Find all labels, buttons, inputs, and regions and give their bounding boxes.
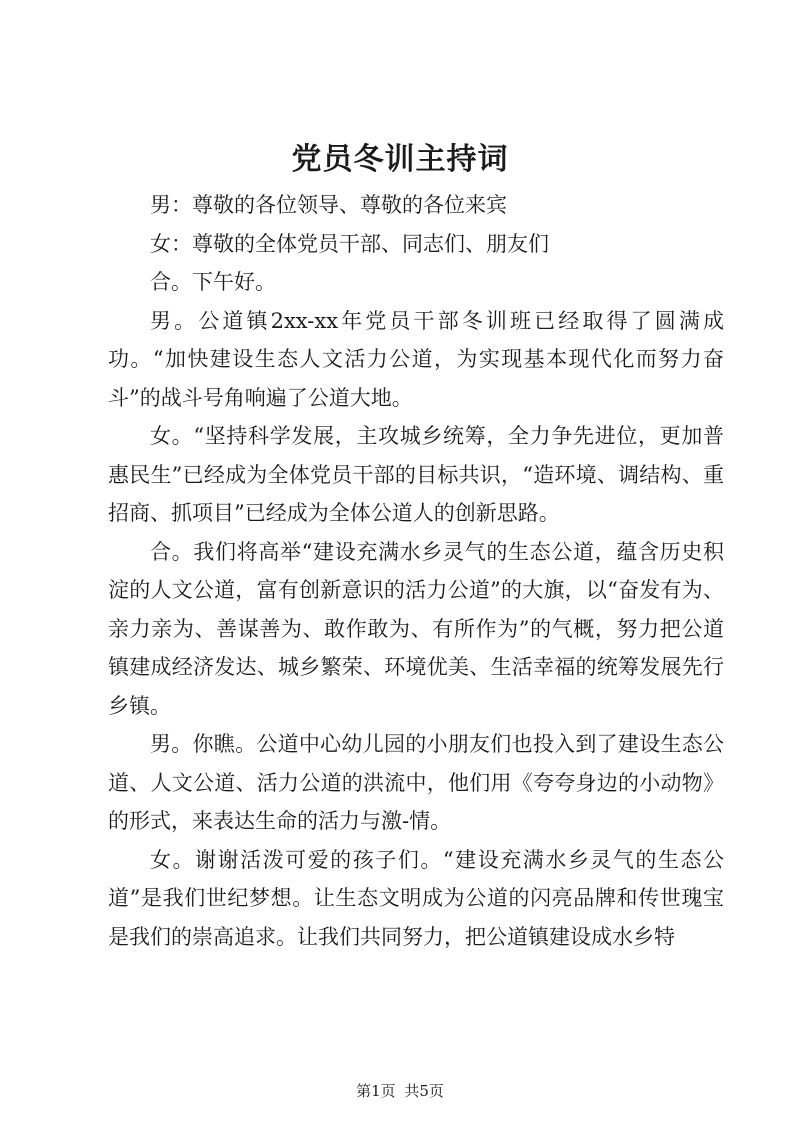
paragraph: 女：尊敬的全体党员干部、同志们、朋友们 <box>150 231 549 256</box>
paragraph: 男：尊敬的各位领导、尊敬的各位来宾 <box>150 193 507 217</box>
paragraph: 女。谢谢活泼可爱的孩子们。“建设充满水乡灵气的生态公道”是我们世纪梦想。让生态文明成为公道的闪亮品牌和传世瑰宝是我们的崇高追求。让我们共同努力，把公道镇建设成水乡特 <box>108 847 724 949</box>
document-title: 党员冬训主持词 <box>291 142 509 177</box>
paragraph: 男。公道镇2xx-xx年党员干部冬训班已经取得了圆满成功。“加快建设生态人文活力公道，为实现基本现代化而努力奋斗”的战斗号角响遍了公道大地。 <box>108 308 724 410</box>
paragraph: 女。“坚持科学发展，主攻城乡统筹，全力争先进位，更加普惠民生”已经成为全体党员干部的目标共识，“造环境、调结构、重招商、抓项目”已经成为全体公道人的创新思路。 <box>108 424 724 525</box>
document-body <box>108 186 724 956</box>
paragraph: 合。下午好。 <box>150 270 276 294</box>
paragraph: 合。我们将高举“建设充满水乡灵气的生态公道，蕴含历史积淀的人文公道，富有创新意识的活力公道”的大旗，以“奋发有为、亲力亲为、善谋善为、敢作敢为、有所作为”的气概，努力把公道镇建成经济发达、城乡繁荣、环境优美、生活幸福的统筹发展先行乡镇。 <box>108 539 724 718</box>
paragraph: 男。你瞧。公道中心幼儿园的小朋友们也投入到了建设生态公道、人文公道、活力公道的洪流中，他们用《夸夸身边的小动物》的形式，来表达生命的活力与激-情。 <box>108 732 724 833</box>
page-footer <box>0 1081 800 1101</box>
page-total: 共5页 <box>404 1082 444 1100</box>
page-number: 第1页 <box>356 1082 396 1100</box>
